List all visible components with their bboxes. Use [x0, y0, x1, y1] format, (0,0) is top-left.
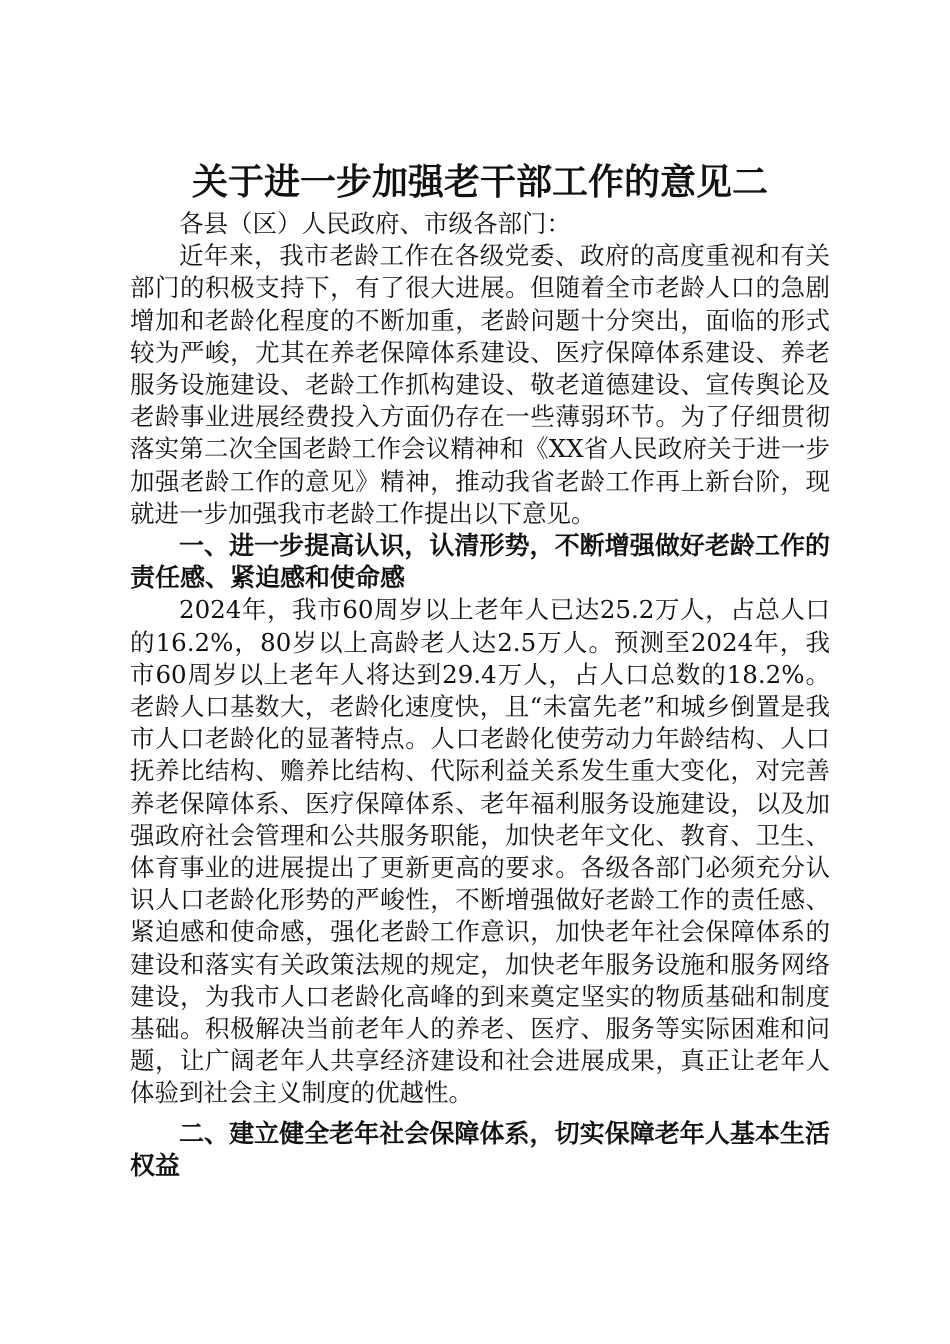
salutation: 各县（区）人民政府、市级各部门： [179, 209, 571, 238]
spacer [130, 1110, 830, 1118]
section-heading-1: 一、进一步提高认识，认清形势，不断增强做好老龄工作的责任感、紧迫感和使命感 [130, 531, 830, 593]
document-page [130, 158, 830, 1182]
document-title: 关于进一步加强老干部工作的意见二 [191, 162, 768, 203]
paragraph-intro: 近年来，我市老龄工作在各级党委、政府的高度重视和有关部门的积极支持下，有了很大进展。但随着全市老龄人口的急剧增加和老龄化程度的不断加重，老龄问题十分突出，面临的形式较为严峻，尤其在养老保障体系建设、医疗保障体系建设、养老服务设施建设、老龄工作抓构建设、敬老道德建设、宣传舆论及老龄事业进展经费投入方面仍存在一些薄弱环节。为了仔细贯彻落实第二次全国老龄工作会议精神和《XX省人民政府关于进一步加强老龄工作的意见》精神，推动我省老龄工作再上新台阶，现就进一步加强我市老龄工作提出以下意见。 [130, 241, 830, 528]
paragraph-section-1: 2024年，我市60周岁以上老年人已达25.2万人，占总人口的16.2%，80岁以上高龄老人达2.5万人。预测至2024年，我市60周岁以上老年人将达到29.4万人，占人口总数的18.2%。老龄人口基数大，老龄化速度快，且“未富先老”和城乡倒置是我市人口老龄化的显著特点。人口老龄化使劳动力年龄结构、人口抚养比结构、赡养比结构、代际利益关系发生重大变化，对完善养老保障体系、医疗保障体系、老年福利服务设施建设，以及加强政府社会管理和公共服务职能，加快老年文化、教育、卫生、体育事业的进展提出了更新更高的要求。各级各部门必须充分认识人口老龄化形势的严峻性，不断增强做好老龄工作的责任感、紧迫感和使命感，强化老龄工作意识，加快老年社会保障体系的建设和落实有关政策法规的规定，加快老年服务设施和服务网络建设，为我市人口老龄化高峰的到来奠定坚实的物质基础和制度基础。积极解决当前老年人的养老、医疗、服务等实际困难和问题，让广阔老年人共享经济建设和社会进展成果，真正让老年人体验到社会主义制度的优越性。 [130, 595, 830, 1108]
section-heading-2: 二、建立健全老年社会保障体系，切实保障老年人基本生活权益 [130, 1118, 830, 1180]
